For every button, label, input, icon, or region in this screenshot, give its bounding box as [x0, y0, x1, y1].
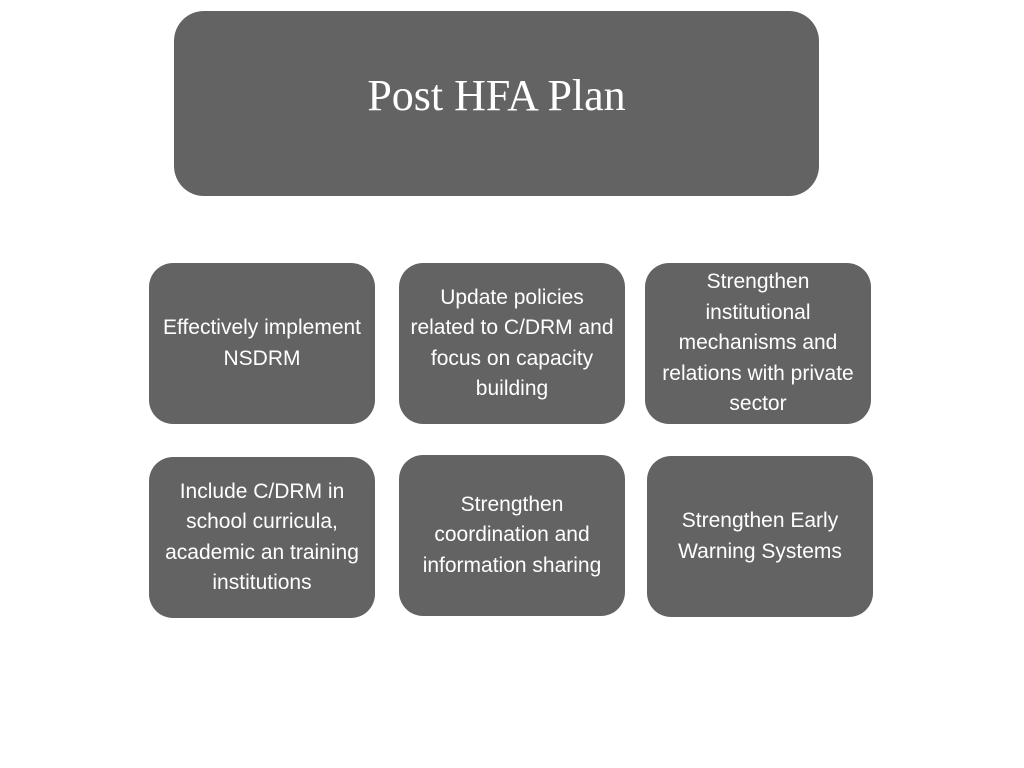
goal-box-coordination — [399, 455, 625, 616]
goal-text: Strengthen coordination and information sharing — [422, 492, 602, 577]
goal-box-institutional-mechanisms — [645, 263, 871, 424]
goal-text: Strengthen Early Warning Systems — [678, 509, 842, 563]
goal-text: Strengthen institutional mechanisms and relations with private sector — [662, 270, 854, 416]
goal-box-update-policies — [399, 263, 625, 424]
goal-text: Update policies related to C/DRM and focus on capacity building — [410, 285, 614, 400]
plan-title: Post HFA Plan — [367, 71, 626, 121]
goal-text: Effectively implement NSDRM — [162, 316, 362, 370]
goal-box-curricula — [149, 457, 375, 618]
goal-text: Include C/DRM in school curricula, academic an training institutions — [165, 479, 359, 594]
goal-box-implement-nsdrm — [149, 263, 375, 424]
goal-box-early-warning — [647, 456, 873, 617]
title-box — [174, 11, 819, 196]
